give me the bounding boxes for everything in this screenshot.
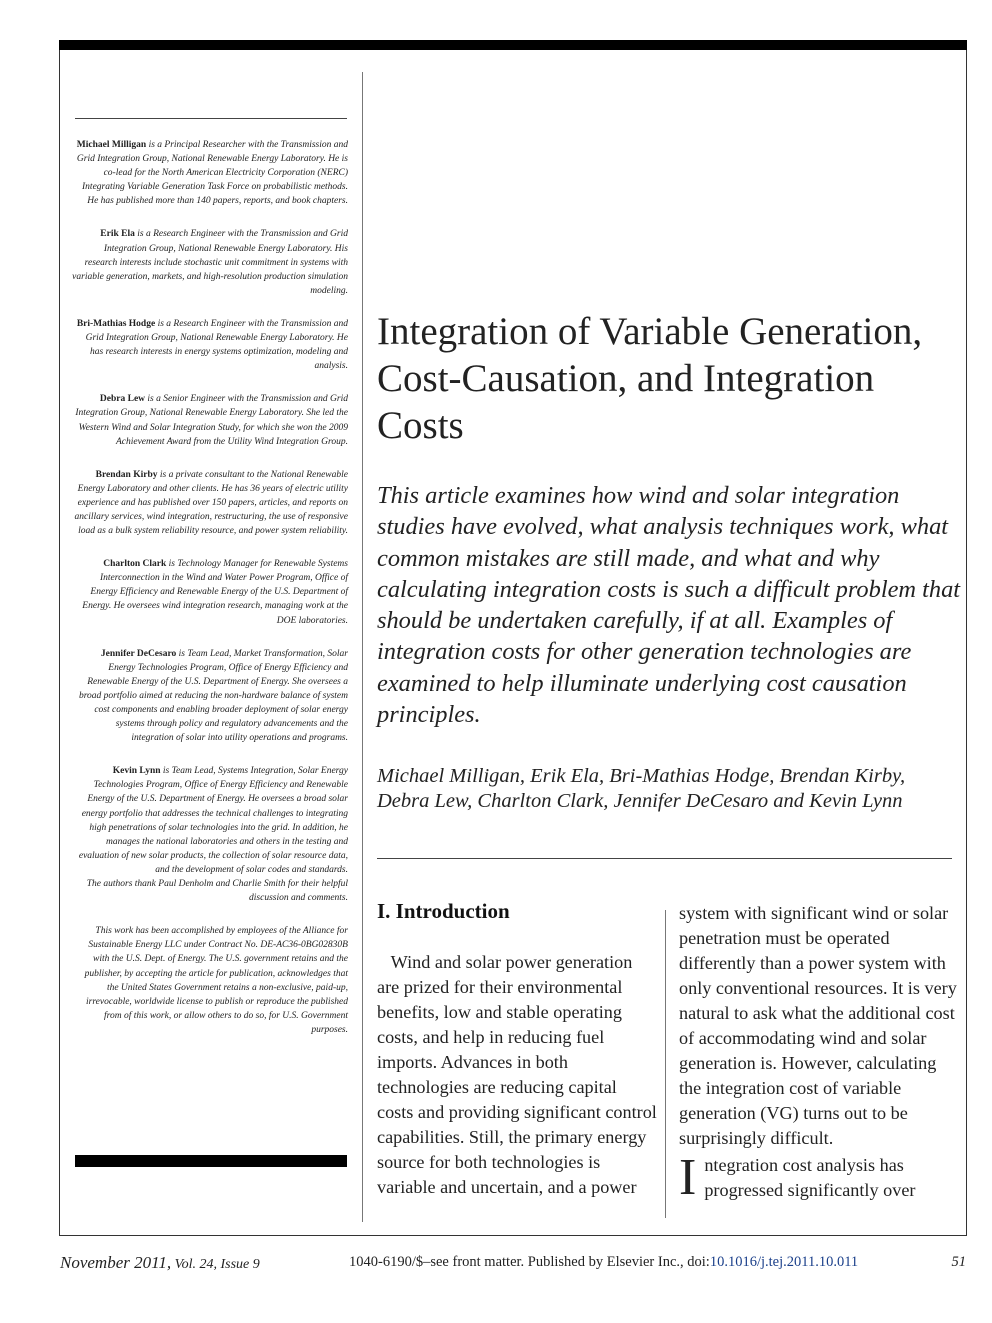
author-bio-name: Kevin Lynn (112, 766, 161, 777)
body-text-left (377, 950, 657, 1200)
author-bio-text: is Team Lead, Market Transformation, Solar Energy Technologies Program, Office of Energy Efficiency and Renewable Energy of the U.S. Department of Energy. She oversees a broad portfolio aimed at reducing the non-hardware balance of system cost components and enabling broader deployment of solar energy systems through policy and regulatory advancements and the integration of solar into utility operations and programs. (78, 648, 348, 744)
authors-rule (377, 858, 952, 859)
page-footer (60, 1253, 966, 1273)
author-bio-name: Michael Milligan (76, 140, 147, 150)
sidebar-bottom-bar (75, 1155, 347, 1167)
issue-date: November 2011, (60, 1253, 172, 1272)
author-bio (72, 468, 348, 538)
author-bio-text: is a Research Engineer with the Transmission and Grid Integration Group, National Renewable Energy Laboratory. His research interests include stochastic unit commitment in systems with variable generation, markets, and high-resolution production simulation modeling. (72, 229, 348, 296)
article-abstract: This article examines how wind and solar integration studies have evolved, what analysis techniques work, what common mistakes are still made, and what and why calculating integration costs is such a difficult problem that should be undertaken carefully, if at all. Examples of integration costs for other generation technologies are examined to help illuminate underlying cost causation principles. (377, 482, 961, 729)
issue-volume: Vol. 24, Issue 9 (171, 1257, 260, 1272)
publisher-line (349, 1254, 858, 1271)
top-bar (59, 40, 967, 50)
author-bio-name: Bri-Mathias Hodge (76, 318, 156, 329)
body-right-continuation: ntegration cost analysis has progressed significantly over (704, 1155, 916, 1200)
author-bio-name: Erik Ela (100, 229, 135, 240)
author-bio-name: Brendan Kirby (95, 469, 158, 480)
author-bio-name: Jennifer DeCesaro (100, 648, 177, 659)
author-bio-text: is a Senior Engineer with the Transmission and Grid Integration Group, National Renewable Energy Laboratory. She led the Western Wind and Solar Integration Study, for which she won the 2009 Achievement Award from the Utility Wind Integration Group. (75, 394, 348, 447)
author-bio-text: is a Research Engineer with the Transmission and Grid Integration Group, National Renewable Energy Laboratory. He has research interests in energy systems optimization, modeling and analysis. (85, 318, 348, 372)
author-bio (72, 317, 348, 373)
author-bio-text: is Team Lead, Systems Integration, Solar Energy Technologies Program, Office of Energy Efficiency and Renewable Energy of the U.S. Department of Energy. He oversees a broad solar energy portfolio that addresses the technical challenges to integrating high penetrations of solar technologies into the grid. In addition, he manages the national laboratories and others in the testing and evaluation of new solar products, the collection of solar resource data, and the development of solar codes and standards. (78, 766, 348, 875)
author-bio (72, 764, 348, 877)
body-left-text: Wind and solar power generation are prized for their environmental benefits, low and stable operating costs, and help in reducing fuel imports. Advances in both technologies are reducing capital costs and providing significant control capabilities. Still, the primary energy source for both technologies is variable and uncertain, and a power (377, 952, 657, 1197)
column-divider (362, 72, 363, 1222)
doi-link[interactable]: 10.1016/j.tej.2011.10.011 (709, 1254, 859, 1270)
author-bio (72, 138, 348, 208)
author-bio-text: is a Principal Researcher with the Transmission and Grid Integration Group, National Renewable Energy Laboratory. He is co-lead for the North American Electricity Corporation (NERC) Integrating Variable Generation Task Force on probabilistic methods. He has published more than 140 papers, reports, and book chapters. (76, 140, 348, 207)
author-bio-text: is a private consultant to the National Renewable Energy Laboratory and other clients. He has 36 years of electric utility experience and has published over 150 papers, articles, and reports on ancillary services, wind integration, restructuring, the use of responsive load as a bulk system reliability resource, and power system reliability. (74, 469, 348, 537)
sidebar-top-rule (75, 118, 347, 119)
funding-disclaimer: This work has been accomplished by employees of the Alliance for Sustainable Energy LLC under Contract No. DE-AC36-0BG02830B with the U.S. Dept. of Energy. The U.S. government retains and the publisher, by accepting the article for publication, acknowledges that the United States Government retains a non-exclusive, paid-up, irrevocable, worldwide license to publish or reproduce the published from of this work, or allow others to do so, for U.S. Government purposes. (84, 926, 348, 1035)
drop-cap: I (679, 1149, 697, 1206)
author-bios-sidebar (72, 138, 348, 1056)
author-bio-name: Debra Lew (99, 394, 146, 405)
body-column-divider (665, 910, 666, 1218)
author-bio-text: is Technology Manager for Renewable Systems Interconnection in the Wind and Water Power Program, Office of Energy Efficiency and Renewable Energy of the U.S. Department of Energy. He oversees wind integration research, managing work at the DOE laboratories. (82, 559, 348, 626)
page-number: 51 (951, 1254, 966, 1270)
acknowledgment: The authors thank Paul Denholm and Charlie Smith for their helpful discussion and comments. (86, 879, 348, 904)
article-title: Integration of Variable Generation, Cost-Causation, and Integration Costs (377, 310, 923, 447)
author-bio (72, 557, 348, 627)
publisher-text: 1040-6190/$–see front matter. Published by Elsevier Inc., doi: (349, 1254, 710, 1270)
article-authors: Michael Milligan, Erik Ela, Bri-Mathias Hodge, Brendan Kirby, Debra Lew, Charlton Clark, Jennifer DeCesaro and Kevin Lynn (377, 765, 906, 812)
section-heading: I. Introduction (377, 899, 510, 923)
body-right-text: system with significant wind or solar penetration must be operated differently than a power system with only conventional resources. It is very natural to ask what the additional cost of accommodating wind and solar generation is. However, calculating the integration cost of variable generation (VG) turns out to be surprisingly difficult. (679, 903, 957, 1148)
author-bio-name: Charlton Clark (103, 559, 167, 570)
author-bio (72, 392, 348, 448)
author-bio (72, 647, 348, 746)
author-bio (72, 227, 348, 297)
body-text-right (679, 901, 959, 1206)
